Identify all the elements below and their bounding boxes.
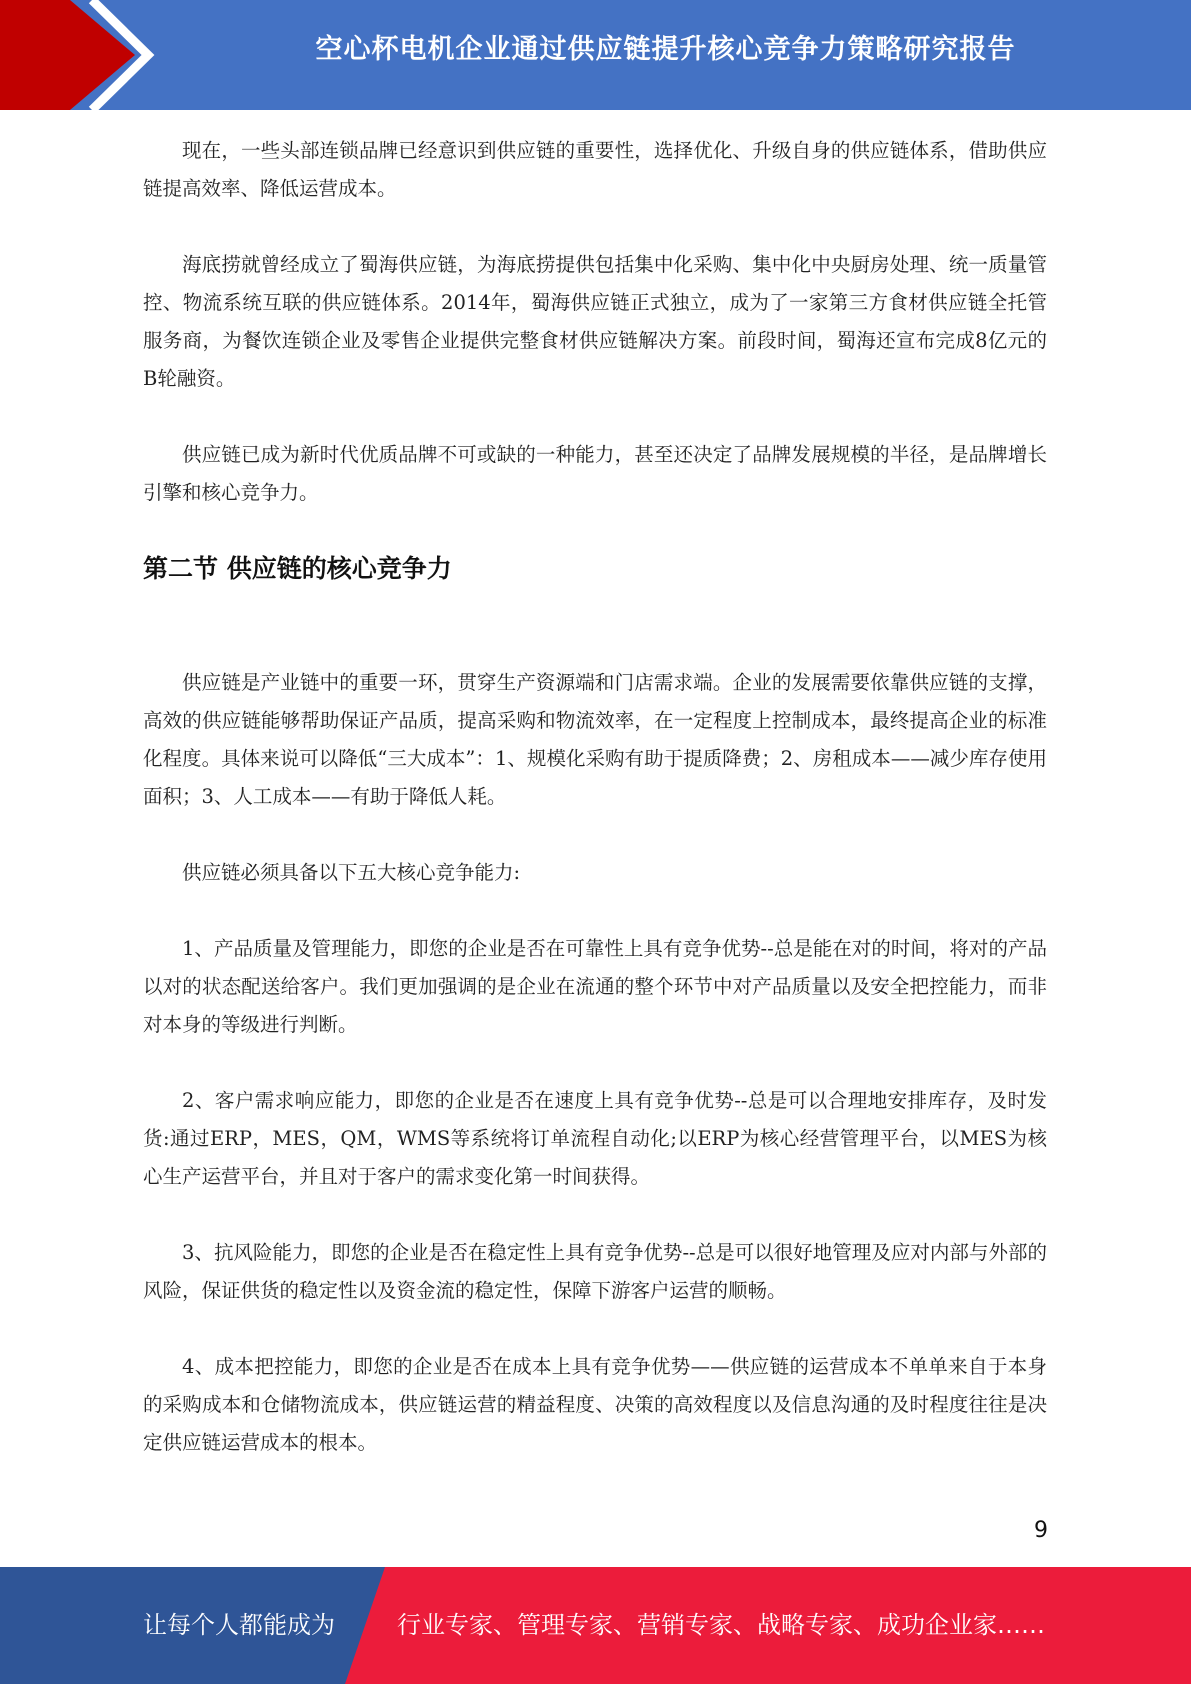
report-title: 空心杯电机企业通过供应链提升核心竞争力策略研究报告 <box>315 34 1016 65</box>
body-paragraph: 供应链是产业链中的重要一环，贯穿生产资源端和门店需求端。企业的发展需要依靠供应链的支撑，高效的供应链能够帮助保证产品质，提高采购和物流效率，在一定程度上控制成本，最终提高企业的标准化程度。具体来说可以降低“三大成本”：1、规模化采购有助于提质降费；2、房租成本——减少库存使用面积；3、人工成本——有助于降低人耗。 <box>143 671 1047 808</box>
list-item-paragraph: 1、产品质量及管理能力，即您的企业是否在可靠性上具有竞争优势--总是能在对的时间，将对的产品以对的状态配送给客户。我们更加强调的是企业在流通的整个环节中对产品质量以及安全把控能力，而非对本身的等级进行判断。 <box>143 937 1047 1036</box>
body-paragraph: 供应链必须具备以下五大核心竞争能力: <box>182 861 521 884</box>
body-paragraph: 供应链已成为新时代优质品牌不可或缺的一种能力，甚至还决定了品牌发展规模的半径，是品牌增长引擎和核心竞争力。 <box>143 443 1047 504</box>
page-footer <box>0 1567 1191 1684</box>
page-number: 9 <box>1034 1518 1048 1543</box>
list-item-paragraph: 4、成本把控能力，即您的企业是否在成本上具有竞争优势——供应链的运营成本不单单来自于本身的采购成本和仓储物流成本，供应链运营的精益程度、决策的高效程度以及信息沟通的及时程度往往是决定供应链运营成本的根本。 <box>143 1355 1047 1454</box>
list-item-paragraph: 2、客户需求响应能力，即您的企业是否在速度上具有竞争优势--总是可以合理地安排库存，及时发货:通过ERP，MES，QM，WMS等系统将订单流程自动化;以ERP为核心经营管理平台，以MES为核心生产运营平台，并且对于客户的需求变化第一时间获得。 <box>143 1089 1047 1188</box>
body-paragraph: 现在，一些头部连锁品牌已经意识到供应链的重要性，选择优化、升级自身的供应链体系，借助供应链提高效率、降低运营成本。 <box>143 139 1047 200</box>
footer-slogan-right: 行业专家、管理专家、营销专家、战略专家、成功企业家…… <box>397 1611 1045 1639</box>
footer-slogan-left: 让每个人都能成为 <box>143 1611 335 1639</box>
page-content <box>143 132 1047 1462</box>
page-header <box>0 0 1191 110</box>
section-heading: 第二节 供应链的核心竞争力 <box>143 554 452 583</box>
list-item-paragraph: 3、抗风险能力，即您的企业是否在稳定性上具有竞争优势--总是可以很好地管理及应对内部与外部的风险，保证供货的稳定性以及资金流的稳定性，保障下游客户运营的顺畅。 <box>143 1241 1047 1302</box>
body-paragraph: 海底捞就曾经成立了蜀海供应链，为海底捞提供包括集中化采购、集中化中央厨房处理、统一质量管控、物流系统互联的供应链体系。2014年，蜀海供应链正式独立，成为了一家第三方食材供应链全托管服务商，为餐饮连锁企业及零售企业提供完整食材供应链解决方案。前段时间，蜀海还宣布完成8亿元的B轮融资。 <box>143 253 1047 390</box>
